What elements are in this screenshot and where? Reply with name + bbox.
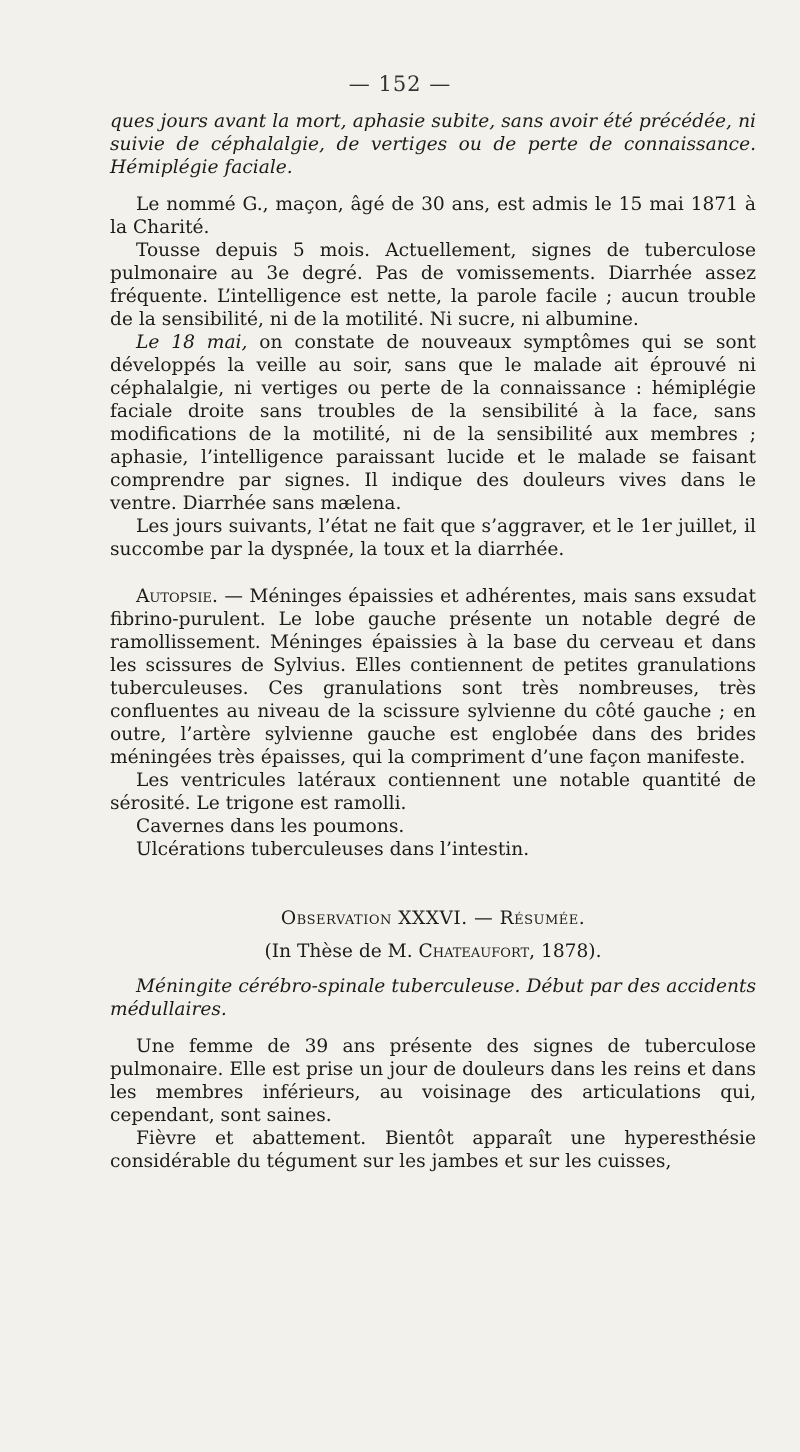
paragraph-intestine: Ulcérations tuberculeuses dans l’intestin.	[136, 839, 530, 860]
autopsy-label: Autopsie.	[136, 586, 218, 607]
observation-abstract: Méningite cérébro-spinale tuberculeuse. Début par des accidents médullaires.	[110, 976, 756, 1020]
source-prefix: (In Thèse de M.	[264, 941, 419, 962]
symptoms-date: Le 18 mai,	[136, 332, 248, 353]
paragraph-history: Tousse depuis 5 mois. Actuellement, signes de tuberculose pulmonaire au 3e degré. Pas de vomissements. Diarrhée assez fréquente. L’intelligence est nette, la parole facile ; aucun trouble de la sensibilité, ni de la motilité. Ni sucre, ni albumine.	[110, 240, 756, 330]
paragraph-lungs: Cavernes dans les poumons.	[136, 816, 405, 837]
source-suffix: , 1878).	[529, 941, 602, 962]
paragraph-outcome: Les jours suivants, l’état ne fait que s’aggraver, et le 1er juillet, il succombe par la dyspnée, la toux et la diarrhée.	[110, 516, 756, 560]
paragraph-fever: Fièvre et abattement. Bientôt apparaît une hyperesthésie considérable du tégument sur les jambes et sur les cuisses,	[110, 1128, 756, 1172]
observation-title: Observation XXXVI. — Résumée.	[280, 908, 586, 929]
paragraph-continuation: ques jours avant la mort, aphasie subite, sans avoir été précédée, ni suivie de céphalalgie, de vertiges ou de perte de connaissance. Hémiplégie faciale.	[110, 111, 756, 178]
paragraph-ventricles: Les ventricules latéraux contiennent une notable quantité de sérosité. Le trigone est ramolli.	[110, 770, 756, 814]
paragraph-autopsy	[110, 585, 756, 769]
autopsy-text: — Méninges épaissies et adhérentes, mais sans exsudat fibrino-purulent. Le lobe gauche présente un notable degré de ramollissement. Méninges épaissies à la base du cerveau et dans les scissures de Sylvius. Elles contiennent de petites granulations tuberculeuses. Ces granulations sont très nombreuses, très confluentes au niveau de la scissure sylvienne du côté gauche ; en outre, l’artère sylvienne gauche est englobée dans des brides méningées très épaisses, qui la compriment d’une façon manifeste.	[110, 586, 756, 768]
paragraph-patient: Une femme de 39 ans présente des signes de tuberculose pulmonaire. Elle est prise un jour de douleurs dans les reins et dans les membres inférieurs, au voisinage des articulations qui, cependant, sont saines.	[110, 1036, 756, 1126]
page-number: — 152 —	[348, 72, 452, 96]
paragraph-admission: Le nommé G., maçon, âgé de 30 ans, est admis le 15 mai 1871 à la Charité.	[110, 194, 756, 238]
source-author: Chateaufort	[418, 941, 530, 962]
paragraph-symptoms	[110, 331, 756, 515]
observation-source	[110, 940, 756, 963]
symptoms-text: on constate de nouveaux symptômes qui se sont développés la veille au soir, sans que le malade ait éprouvé ni céphalalgie, ni vertiges ou perte de la connaissance : hémiplégie faciale droite sans troubles de la sensibilité à la face, sans modifications de la motilité, ni de la sensibilité aux membres ; aphasie, l’intelligence paraissant lucide et le malade se faisant comprendre par signes. Il indique des douleurs vives dans le ventre. Diarrhée sans mælena.	[110, 332, 756, 514]
